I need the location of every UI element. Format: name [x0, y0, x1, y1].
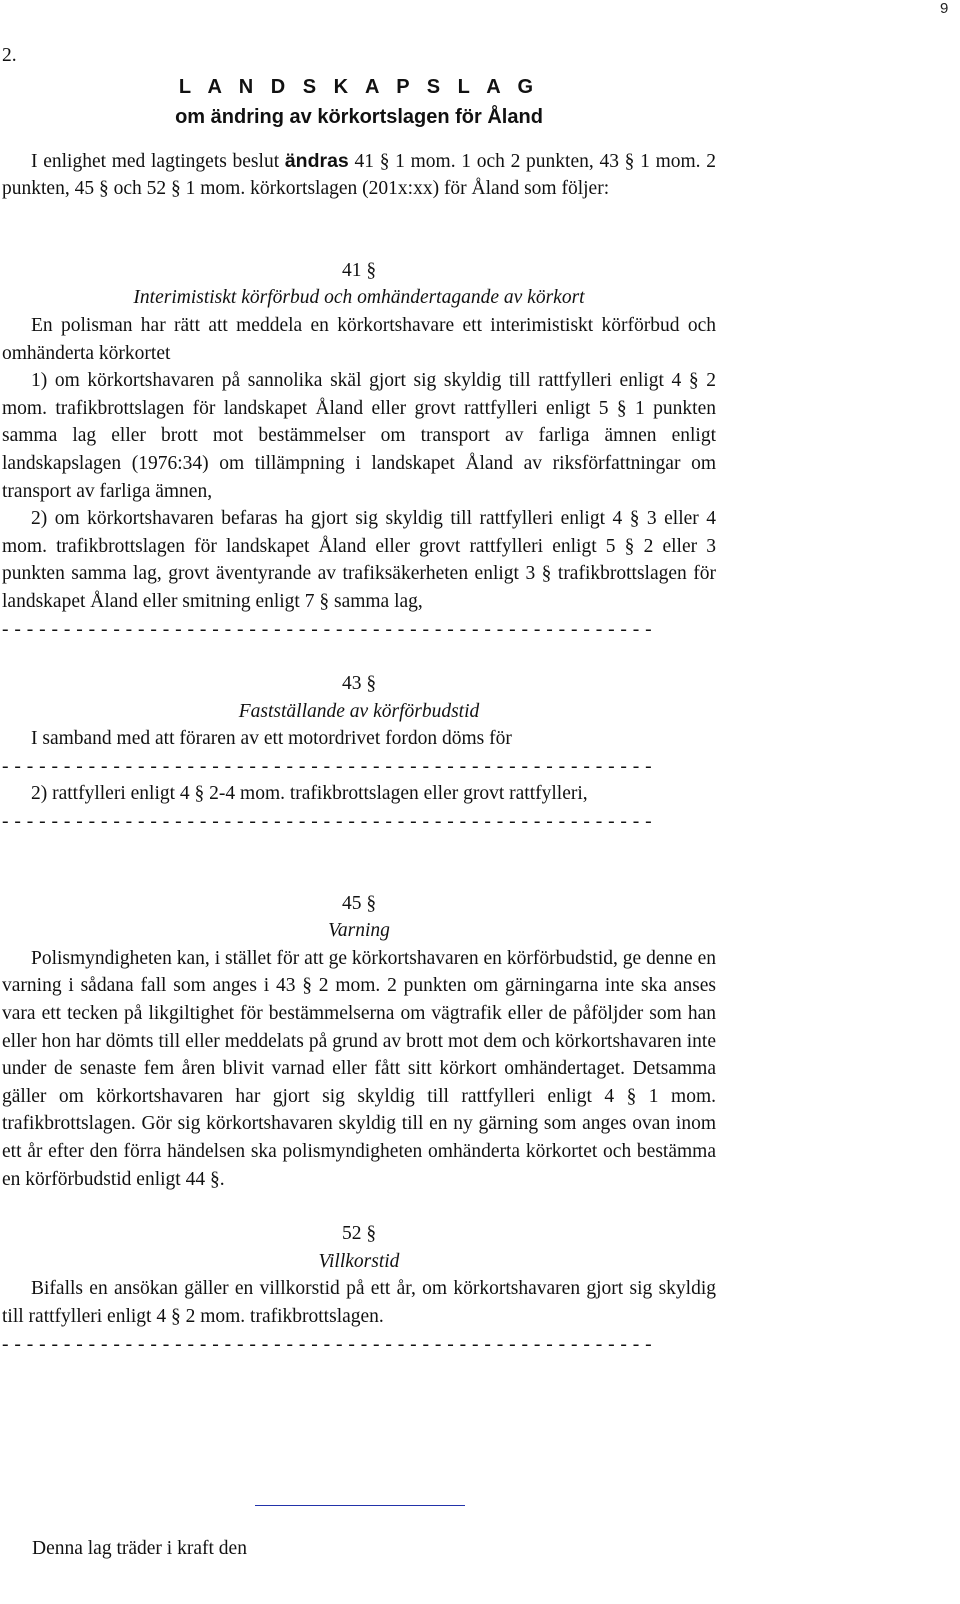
law-subtitle: om ändring av körkortslagen för Åland: [175, 105, 543, 128]
omission-marker: - - - - - - - - - - - - - - - - - - - - - - - - - - - - - - - - - - - - - - - - - - - - - - - - - - - - -: [2, 618, 653, 640]
omission-marker: - - - - - - - - - - - - - - - - - - - - - - - - - - - - - - - - - - - - - - - - - - - - - - - - - - - - -: [2, 755, 653, 777]
section-41-intro: En polisman har rätt att meddela en körkortshavare ett interimistiskt körförbud och omhänderta körkortet: [2, 314, 716, 364]
entry-into-force: Denna lag träder i kraft den: [32, 1538, 247, 1559]
preamble-prefix: I enlighet med lagtingets beslut: [31, 150, 285, 172]
section-52-number: 52 §: [341, 1223, 377, 1245]
section-45-text: Polismyndigheten kan, i stället för att ge körkortshavaren en körförbudstid, ge denne en varning i sådana fall som anges i 43 § 2 mom. 2 punkten om gärningarna inte ska anses vara ett tecken på likgiltighet för bestämmelserna om vägtrafik eller de påföljder som han eller hon har dömts till eller meddelats på grund av brott mot dem och körkortshavaren inte under de senaste fem åren blivit varnad eller fått sitt körkort omhändertaget. Detsamma gäller om körkortshavaren har gjort sig skyldig till rattfylleri enligt 4 § 1 mom. trafikbrottslagen. Gör sig körkortshavaren skyldig till en ny gärning som anges ovan inom ett år efter den förra händelsen ska polismyndigheten omhänderta körkortet och bestämma en körförbudstid enligt 44 §.: [2, 947, 716, 1190]
section-41-item-2: 2) om körkortshavaren befaras ha gjort sig skyldig till rattfylleri enligt 4 § 3 eller 4 mom. trafikbrottslagen för landskapet Åland eller grovt rattfylleri enligt 5 § 2 eller 3 punkten samma lag, grovt äventyrande av trafiksäkerheten enligt 3 § trafikbrottslagen för landskapet Åland eller smitning enligt 7 § samma lag,: [2, 508, 716, 612]
preamble-bold-word: ändras: [284, 149, 349, 172]
section-52-title: Villkorstid: [318, 1250, 400, 1272]
document-body: [2, 42, 716, 1358]
page-number: 9: [940, 0, 949, 17]
section-41-title: Interimistiskt körförbud och omhändertagande av körkort: [133, 287, 585, 309]
section-43-number: 43 §: [341, 673, 377, 695]
section-43-title: Fastställande av körförbudstid: [238, 700, 480, 722]
section-41-number: 41 §: [341, 259, 377, 281]
signature-line: [255, 1505, 465, 1506]
preamble-suffix: 41 § 1 mom. 1 och 2 punkten, 43 § 1 mom. 2 punkten, 45 § och 52 § 1 mom. körkortslagen (201x:xx) för Åland som följer:: [2, 150, 717, 200]
omission-marker: - - - - - - - - - - - - - - - - - - - - - - - - - - - - - - - - - - - - - - - - - - - - - - - - - - - - -: [2, 1333, 653, 1355]
section-43-intro: I samband med att föraren av ett motordrivet fordon döms för: [31, 728, 512, 750]
law-number: 2.: [2, 45, 17, 66]
section-45-number: 45 §: [341, 892, 377, 914]
preamble: [2, 148, 716, 203]
section-52-text: Bifalls en ansökan gäller en villkorstid på ett år, om körkortshavaren gjort sig skyldig till rattfylleri enligt 4 § 2 mom. trafikbrottslagen.: [2, 1278, 716, 1327]
section-43-item-2: 2) rattfylleri enligt 4 § 2-4 mom. trafikbrottslagen eller grovt rattfylleri,: [31, 783, 588, 805]
law-title: L A N D S K A P S L A G: [178, 75, 540, 98]
section-41-item-1: 1) om körkortshavaren på sannolika skäl gjort sig skyldig till rattfylleri enligt 4 § 2 mom. trafikbrottslagen för landskapet Åland eller grovt rattfylleri enligt 5 § 1 punkten samma lag eller brott mot bestämmelser om transport av farliga ämnen enligt landskapslagen (1976:34) om tillämpning i landskapet Åland av riksförfattningar om transport av farliga ämnen,: [2, 370, 716, 502]
omission-marker: - - - - - - - - - - - - - - - - - - - - - - - - - - - - - - - - - - - - - - - - - - - - - - - - - - - - -: [2, 811, 653, 833]
section-45-title: Varning: [328, 920, 390, 942]
